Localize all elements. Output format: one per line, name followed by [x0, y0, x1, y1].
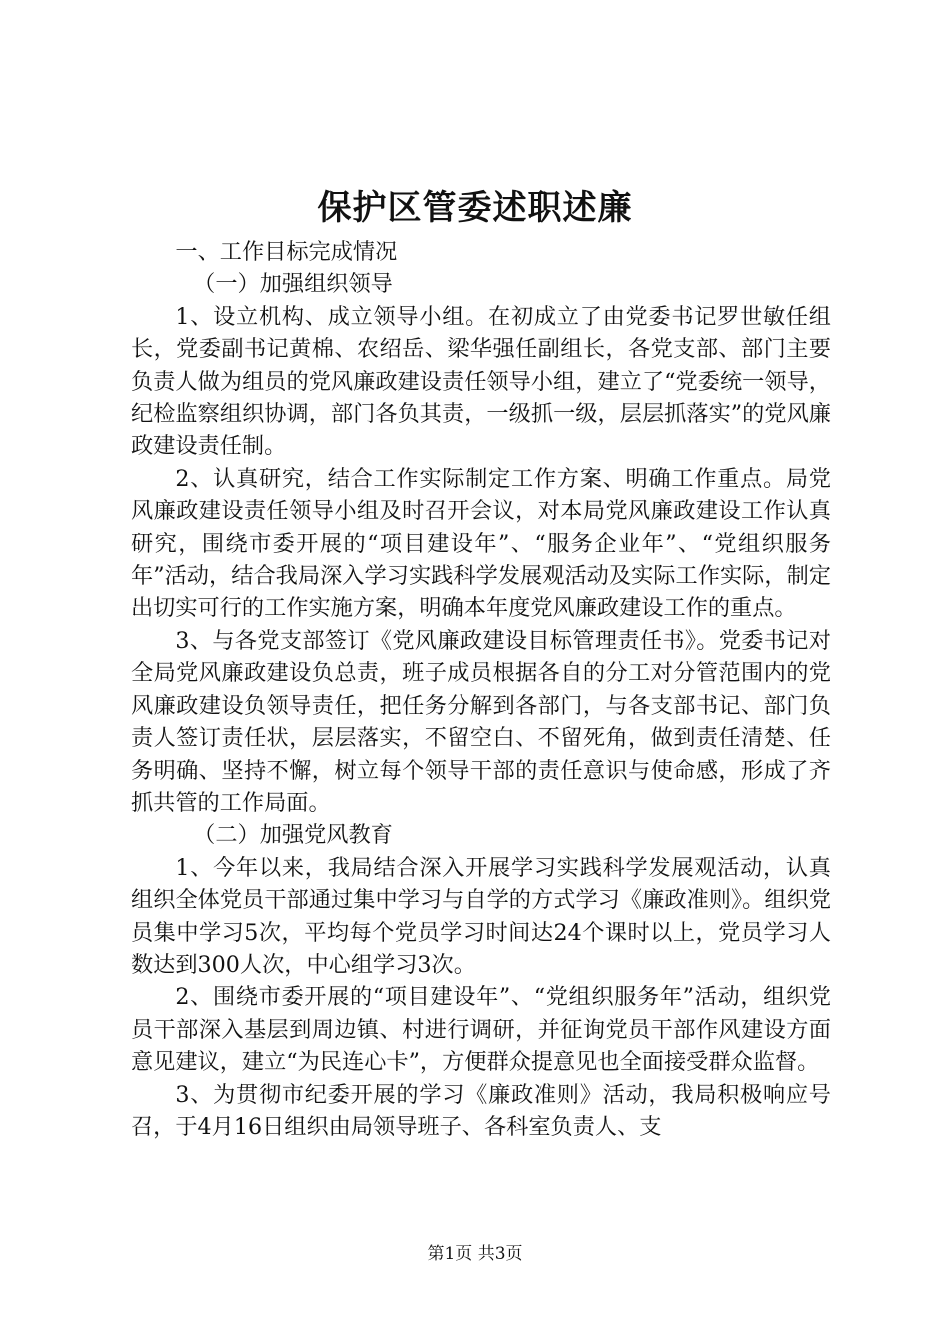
body-paragraph: 2、围绕市委开展的“项目建设年”、“党组织服务年”活动，组织党员干部深入基层到周边镇、村进行调研，并征询党员干部作风建设方面意见建议，建立“为民连心卡”，方便群众提意见也全面接受群众监督。 [131, 984, 831, 1076]
document-body [131, 236, 831, 1143]
subsection-heading: （一）加强组织领导 [193, 271, 393, 298]
section-heading: 一、工作目标完成情况 [175, 239, 398, 265]
body-paragraph: 2、认真研究，结合工作实际制定工作方案、明确工作重点。局党风廉政建设责任领导小组及时召开会议，对本局党风廉政建设工作认真研究，围绕市委开展的“项目建设年”、“服务企业年”、“党组织服务年”活动，结合我局深入学习实践科学发展观活动及实际工作实际，制定出切实可行的工作实施方案，明确本年度党风廉政建设工作的重点。 [131, 465, 831, 622]
subsection-heading: （二）加强党风教育 [193, 822, 393, 849]
page-footer: 第1页 共3页 [427, 1244, 523, 1264]
body-paragraph: 1、今年以来，我局结合深入开展学习实践科学发展观活动，认真组织全体党员干部通过集中学习与自学的方式学习《廉政准则》。组织党员集中学习5次，平均每个党员学习时间达24个课时以上，党员学习人数达到300人次，中心组学习3次。 [131, 854, 831, 978]
body-paragraph: 1、设立机构、成立领导小组。在初成立了由党委书记罗世敏任组长，党委副书记黄棉、农绍岳、梁华强任副组长，各党支部、部门主要负责人做为组员的党风廉政建设责任领导小组，建立了“党委统一领导，纪检监察组织协调，部门各负其责，一级抓一级，层层抓落实”的党风廉政建设责任制。 [131, 303, 831, 460]
body-paragraph: 3、为贯彻市纪委开展的学习《廉政准则》活动，我局积极响应号召，于4月16日组织由局领导班子、各科室负责人、支 [131, 1081, 831, 1140]
body-paragraph: 3、与各党支部签订《党风廉政建设目标管理责任书》。党委书记对全局党风廉政建设负总责，班子成员根据各自的分工对分管范围内的党风廉政建设负领导责任，把任务分解到各部门，与各支部书记、部门负责人签订责任状，层层落实，不留空白、不留死角，做到责任清楚、任务明确、坚持不懈，树立每个领导干部的责任意识与使命感，形成了齐抓共管的工作局面。 [131, 627, 831, 816]
document-title: 保护区管委述职述廉 [317, 188, 633, 228]
